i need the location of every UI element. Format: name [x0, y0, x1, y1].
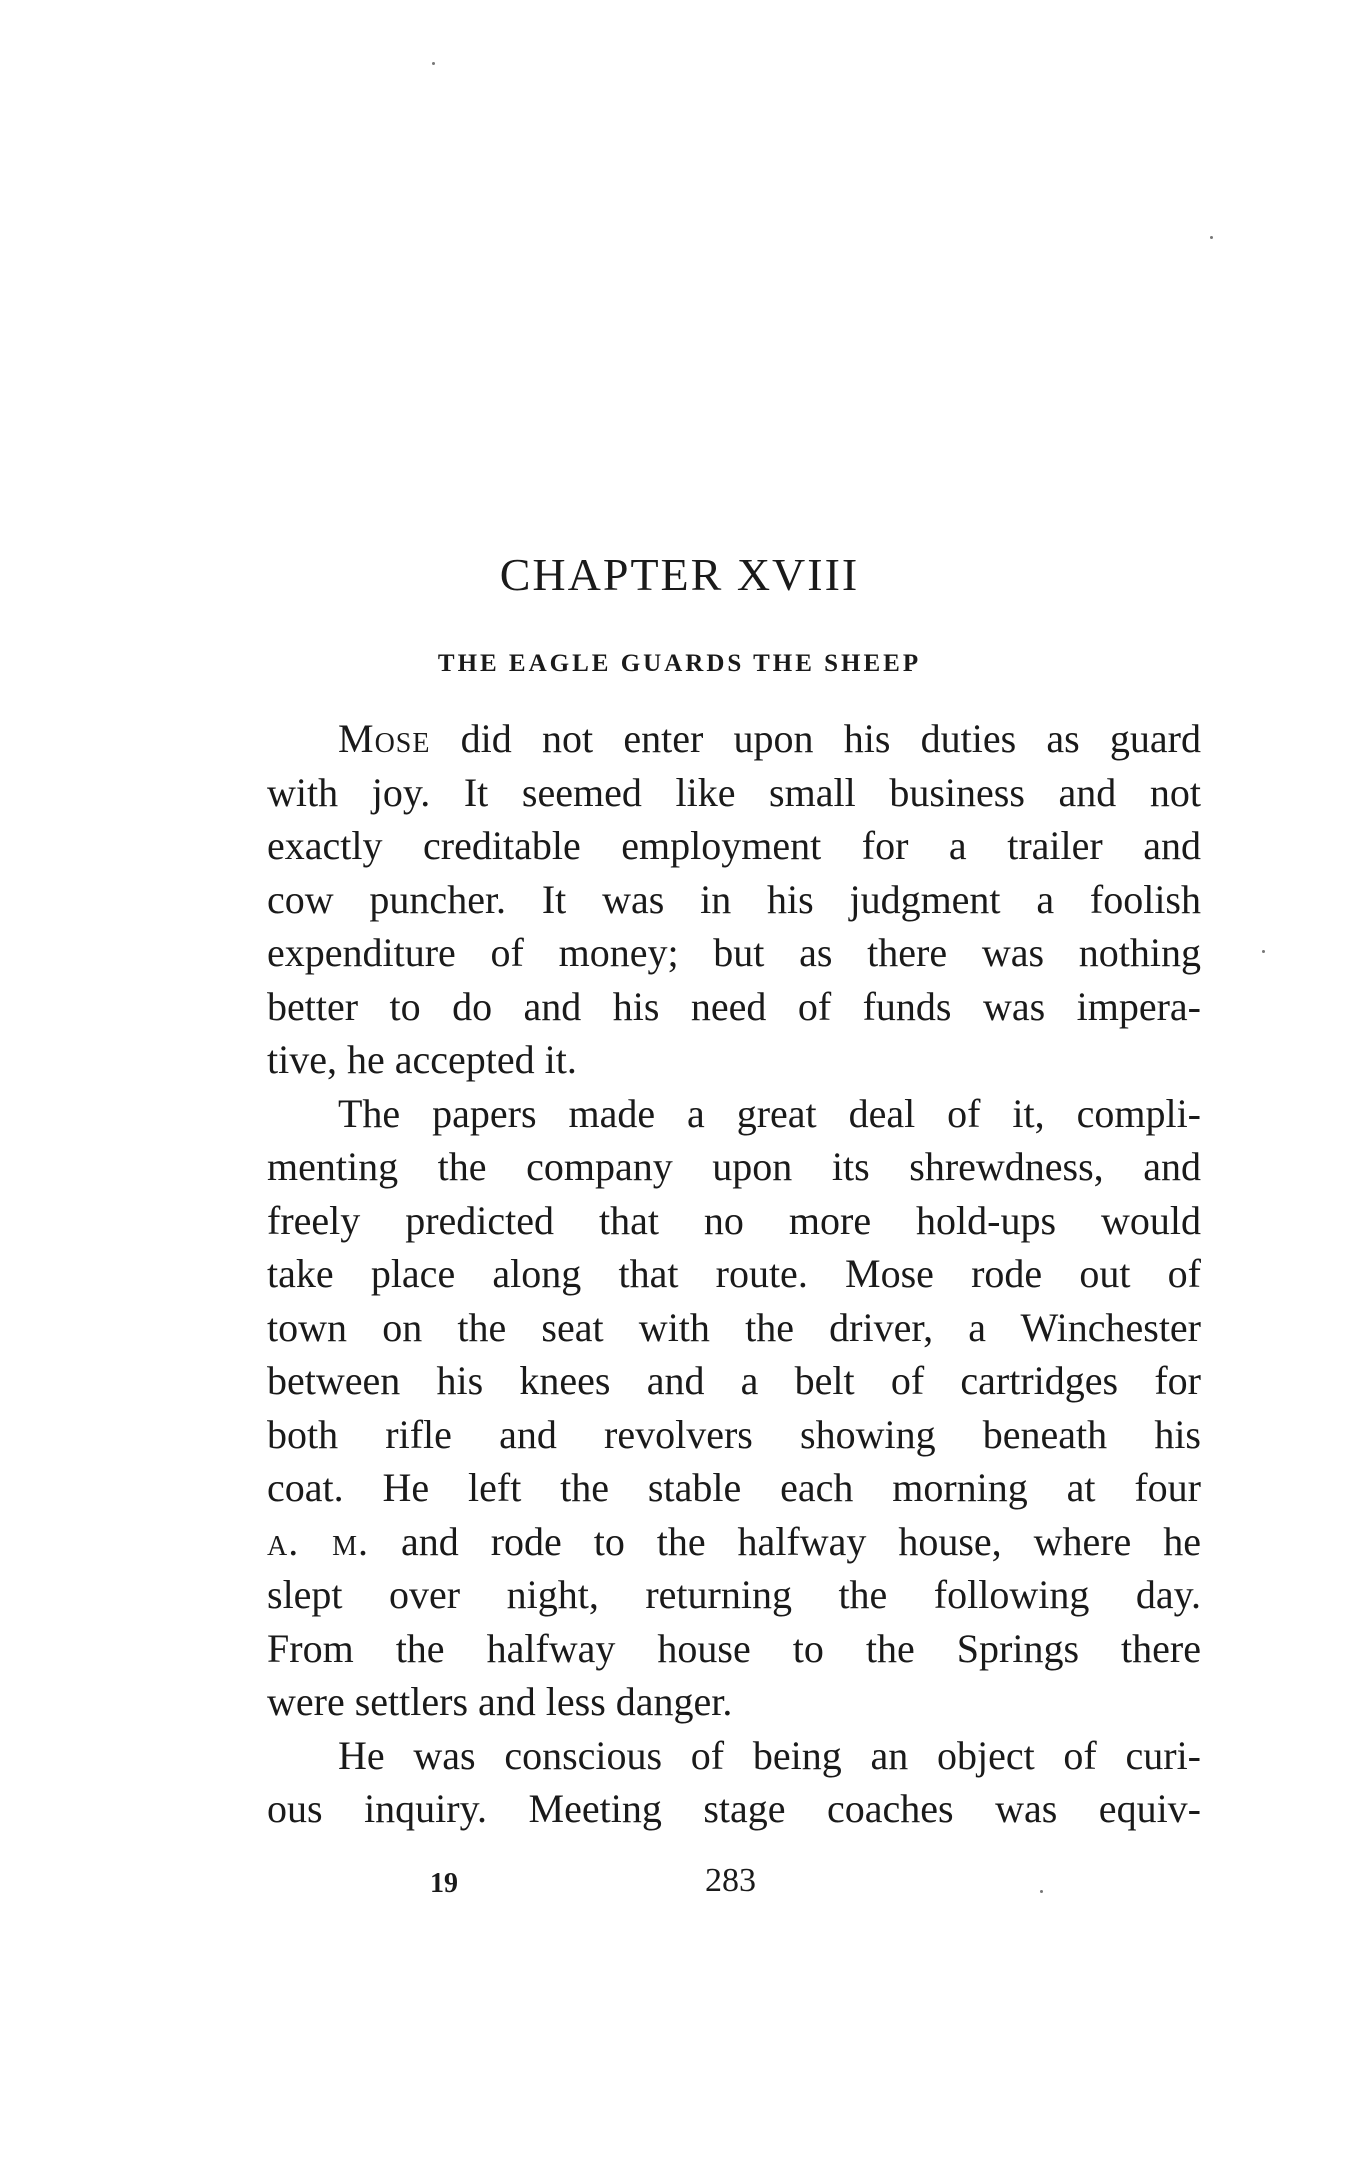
text-line: with joy. It seemed like small business and not	[267, 769, 1201, 815]
print-speck	[1210, 236, 1213, 239]
print-speck	[1262, 950, 1265, 953]
print-speck	[432, 62, 435, 65]
text-line: Mose did not enter upon his duties as guard	[338, 716, 1201, 761]
text-line: coat. He left the stable each morning at four	[267, 1465, 1201, 1510]
text-line: exactly creditable employment for a trailer and	[267, 823, 1201, 868]
signature-mark: 19	[430, 1868, 458, 1899]
text-line: From the halfway house to the Springs there	[267, 1625, 1201, 1671]
text-line: He was conscious of being an object of curi-	[338, 1732, 1201, 1778]
page-number: 283	[705, 1862, 756, 1899]
chapter-title: CHAPTER XVIII	[499, 549, 860, 600]
text-line: both rifle and revolvers showing beneath his	[267, 1411, 1201, 1457]
text-line: better to do and his need of funds was impera-	[267, 983, 1201, 1029]
chapter-subtitle: THE EAGLE GUARDS THE SHEEP	[437, 650, 922, 677]
paragraph	[267, 712, 1201, 1087]
body-text	[267, 712, 1201, 1836]
paragraph	[267, 1729, 1201, 1836]
text-line: The papers made a great deal of it, compli-	[338, 1090, 1201, 1136]
text-line: town on the seat with the driver, a Winchester	[267, 1304, 1201, 1350]
text-line: cow puncher. It was in his judgment a foolish	[267, 876, 1201, 922]
paragraph	[267, 1087, 1201, 1729]
text-line: tive, he accepted it.	[267, 1037, 577, 1082]
text-line: take place along that route. Mose rode out of	[267, 1251, 1201, 1296]
text-line: freely predicted that no more hold-ups would	[267, 1197, 1201, 1243]
print-speck	[1040, 1890, 1043, 1893]
text-line: ous inquiry. Meeting stage coaches was equiv-	[267, 1786, 1201, 1831]
text-line: slept over night, returning the following day.	[267, 1572, 1201, 1617]
text-line: menting the company upon its shrewdness, and	[267, 1144, 1201, 1189]
page-footer	[0, 1862, 1359, 1912]
drop-word: Mose	[338, 716, 431, 761]
text-line: were settlers and less danger.	[267, 1679, 733, 1724]
text-line: between his knees and a belt of cartridges for	[267, 1358, 1201, 1403]
text-line: a. m. and rode to the halfway house, where he	[267, 1518, 1201, 1564]
text-line: expenditure of money; but as there was nothing	[267, 930, 1201, 975]
time-abbreviation: a. m.	[267, 1518, 370, 1564]
